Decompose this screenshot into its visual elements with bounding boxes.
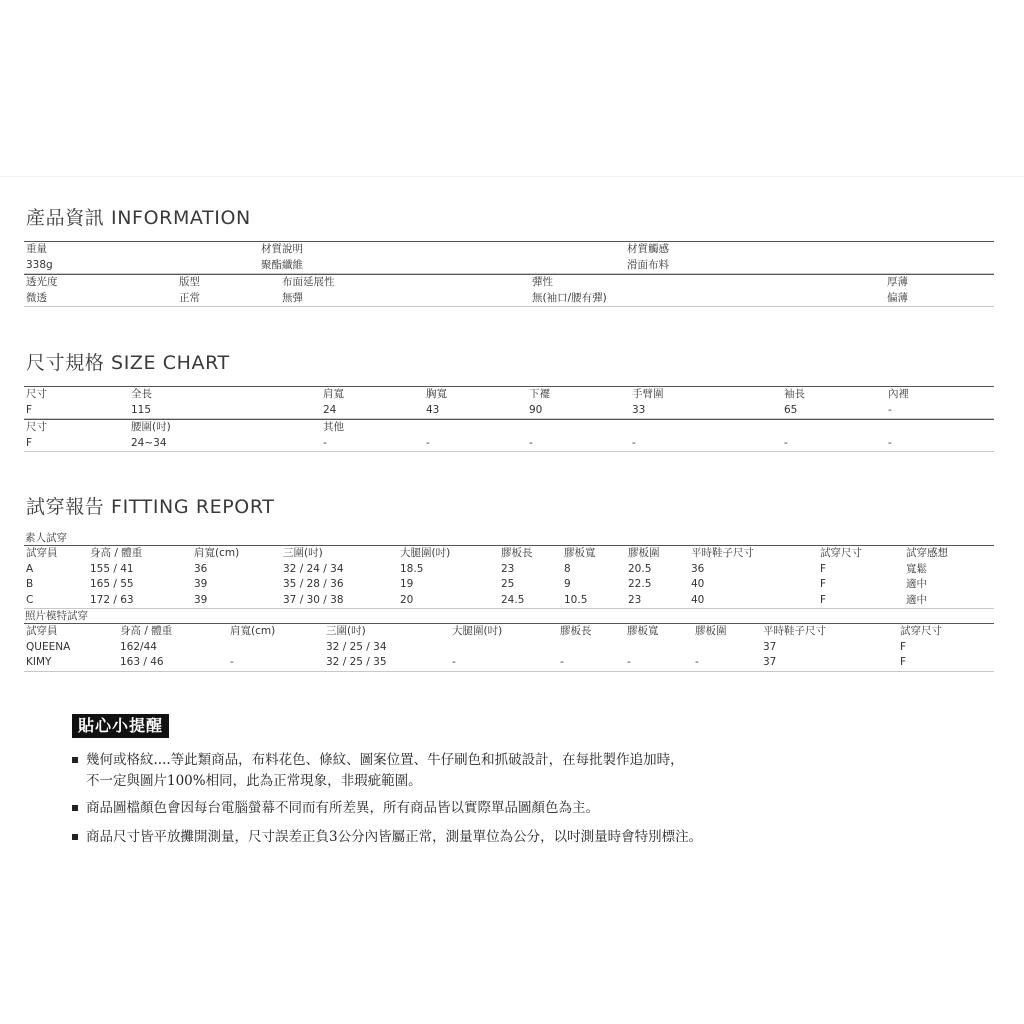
header-cell: 膠板圍 [628,547,660,559]
header-cell: 全長 [131,388,152,400]
value-cell: 20.5 [628,562,652,575]
value-cell: 24~34 [131,436,167,449]
value-cell: 適中 [906,593,927,606]
table-row [24,655,994,671]
size-chart-table [24,386,994,452]
value-cell: A [26,562,34,575]
table-row [24,258,994,274]
value-cell: 微透 [26,291,47,304]
value-cell: 115 [131,403,152,416]
value-cell: 無彈 [282,291,303,304]
information-block-1 [24,241,994,274]
value-cell: - [230,656,234,668]
header-cell: 袖長 [784,388,805,400]
header-cell: 肩寬(cm) [230,625,276,637]
value-cell: F [900,640,907,653]
value-cell: 32 / 24 / 34 [283,562,344,575]
header-cell: 其他 [323,421,344,433]
value-cell: 32 / 25 / 34 [326,640,387,653]
header-cell: 試穿尺寸 [900,625,942,637]
note-line: 不一定與圖片100%相同，此為正常現象，非瑕疵範圍。 [86,773,422,789]
header-cell: 膠板長 [560,625,592,637]
header-cell: 版型 [179,276,200,288]
information-table [24,241,994,307]
table-header-row [24,387,994,403]
value-cell: - [784,436,788,449]
value-cell: 25 [501,578,515,590]
header-cell: 試穿尺寸 [820,547,862,559]
table-header-row [24,624,994,640]
bullet-square-icon [72,757,78,763]
header-cell: 內裡 [888,388,909,400]
header-cell: 三圍(吋) [326,625,366,637]
header-cell: 透光度 [26,276,58,288]
value-cell: 24 [323,403,337,416]
value-cell: - [632,436,636,449]
value-cell: 23 [628,593,642,606]
header-cell: 重量 [26,243,47,255]
model-block [24,623,994,672]
value-cell: F [820,578,827,590]
value-cell: 36 [691,562,705,575]
header-cell: 平時鞋子尺寸 [691,547,754,559]
value-cell: QUEENA [26,640,71,653]
header-cell: 試穿員 [26,625,58,637]
value-cell: 155 / 41 [90,562,134,575]
model-caption: 照片模特試穿 [25,610,88,622]
value-cell: 40 [691,578,705,590]
value-cell: F [820,562,827,575]
value-cell: 32 / 25 / 35 [326,656,387,668]
header-cell: 試穿員 [26,547,58,559]
reminder-section [72,714,972,848]
value-cell: F [26,403,33,416]
amateur-block [24,545,994,609]
header-cell: 手臂圍 [632,388,664,400]
header-cell: 試穿感想 [906,547,948,559]
header-cell: 膠板長 [501,547,533,559]
fitting-report-title: 試穿報告 FITTING REPORT [26,496,275,518]
value-cell: 8 [564,562,571,575]
size-chart-title: 尺寸規格 SIZE CHART [26,352,230,374]
reminder-title: 貼心小提醒 [72,714,169,738]
value-cell: 19 [400,578,414,590]
table-row [24,436,994,452]
value-cell: 23 [501,562,515,575]
value-cell: 35 / 28 / 36 [283,578,344,590]
note-line: 幾何或格紋....等此類商品，布料花色、條紋、圖案位置、牛仔刷色和抓破設計，在每批製作追加時， [86,752,684,768]
amateur-caption: 素人試穿 [25,532,67,544]
header-cell: 布面延展性 [282,276,335,288]
value-cell: - [452,656,456,668]
table-header-row [24,275,994,291]
value-cell: 90 [529,403,543,416]
value-cell: 65 [784,403,798,416]
value-cell: 37 [763,656,777,668]
value-cell: - [529,436,533,449]
table-row [24,640,994,656]
table-row [24,403,994,419]
value-cell: 滑面布料 [627,258,669,271]
value-cell: 20 [400,593,414,606]
value-cell: 無(袖口/腰有彈) [532,291,607,304]
value-cell: - [627,656,631,668]
header-cell: 平時鞋子尺寸 [763,625,826,637]
value-cell: 37 / 30 / 38 [283,593,344,606]
value-cell: 39 [194,593,208,606]
value-cell: 338g [26,258,53,271]
header-cell: 尺寸 [26,421,47,433]
value-cell: 43 [426,403,440,416]
information-block-2 [24,274,994,307]
value-cell: 偏薄 [887,291,908,304]
header-cell: 材質說明 [261,243,303,255]
value-cell: 39 [194,578,208,590]
header-cell: 腰圍(吋) [131,421,171,433]
value-cell: - [695,656,699,668]
table-header-row [24,546,994,562]
value-cell: 33 [632,403,646,416]
header-cell: 肩寬 [323,388,344,400]
value-cell: F [26,436,33,449]
value-cell: 37 [763,640,777,653]
value-cell: 22.5 [628,578,652,590]
value-cell: 36 [194,562,208,575]
header-cell: 胸寬 [426,388,447,400]
header-cell: 下襬 [529,388,550,400]
table-row [24,577,994,593]
header-cell: 大腿圍(吋) [452,625,503,637]
table-header-row [24,242,994,258]
header-cell: 三圍(吋) [283,547,323,559]
reminder-note [72,827,972,848]
note-line: 商品圖檔顏色會因每台電腦螢幕不同而有所差異，所有商品皆以實際單品圖顏色為主。 [86,800,599,816]
value-cell: F [900,656,907,668]
header-cell: 身高 / 體重 [90,547,143,559]
value-cell: - [888,436,892,449]
header-cell: 膠板寬 [564,547,596,559]
table-row [24,291,994,307]
value-cell: - [560,656,564,668]
value-cell: 24.5 [501,593,525,606]
value-cell: 聚酯纖維 [261,258,303,271]
value-cell: 適中 [906,578,927,590]
bullet-square-icon [72,805,78,811]
value-cell: 163 / 46 [120,656,164,668]
table-header-row [24,420,994,436]
value-cell: 18.5 [400,562,424,575]
value-cell: - [888,403,892,416]
header-cell: 大腿圍(吋) [400,547,451,559]
bullet-square-icon [72,834,78,840]
header-cell: 身高 / 體重 [120,625,173,637]
top-divider [0,176,1024,177]
header-cell: 膠板寬 [627,625,659,637]
size-chart-block-1 [24,386,994,419]
header-cell: 彈性 [532,276,553,288]
fitting-report-table [24,531,994,672]
table-row [24,593,994,609]
value-cell: - [323,436,327,449]
value-cell: KIMY [26,656,52,668]
value-cell: 165 / 55 [90,578,134,590]
value-cell: F [820,593,827,606]
header-cell: 材質觸感 [627,243,669,255]
table-row [24,562,994,578]
information-title: 產品資訊 INFORMATION [26,207,251,229]
reminder-note [72,750,972,792]
header-cell: 膠板圍 [695,625,727,637]
value-cell: 10.5 [564,593,588,606]
header-cell: 肩寬(cm) [194,547,240,559]
value-cell: 162/44 [120,640,157,653]
value-cell: 9 [564,578,571,590]
note-line: 商品尺寸皆平放攤開測量，尺寸誤差正負3公分內皆屬正常，測量單位為公分，以吋測量時會特別標注。 [86,829,703,845]
value-cell: 寬鬆 [906,562,927,575]
value-cell: 40 [691,593,705,606]
reminder-note [72,798,972,819]
size-chart-block-2 [24,419,994,452]
header-cell: 厚薄 [887,276,908,288]
value-cell: 正常 [179,291,200,304]
header-cell: 尺寸 [26,388,47,400]
value-cell: C [26,593,34,606]
value-cell: B [26,578,34,590]
value-cell: 172 / 63 [90,593,134,606]
value-cell: - [426,436,430,449]
